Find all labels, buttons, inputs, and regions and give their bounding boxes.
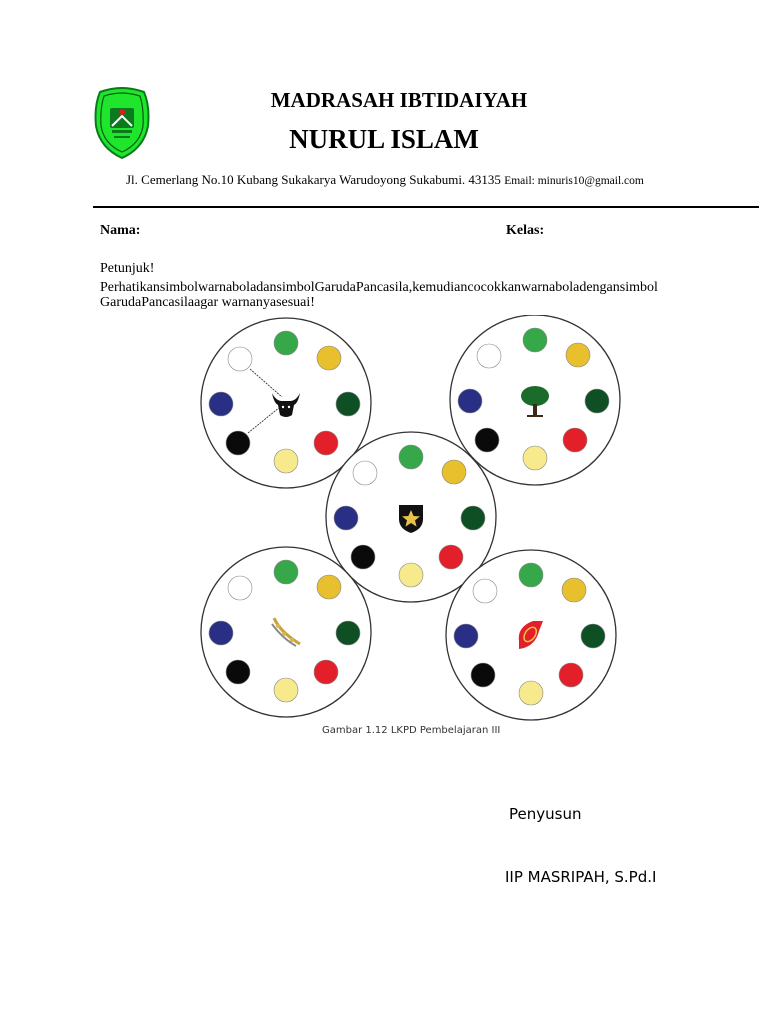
ball-red (439, 545, 463, 569)
ball-yellow (442, 460, 466, 484)
instruction-body: PerhatikansimbolwarnaboladansimbolGarudaPancasila,kemudiancocokkanwarnaboladengansimbol GarudaPancasilaagar warnanyasesuai! (100, 280, 658, 310)
ball-black (475, 428, 499, 452)
ball-green (274, 331, 298, 355)
ball-dark-green (461, 506, 485, 530)
figure-caption: Gambar 1.12 LKPD Pembelajaran III (322, 725, 501, 736)
ball-navy (209, 392, 233, 416)
ball-light-yellow (519, 681, 543, 705)
school-name-heading: NURUL ISLAM (289, 124, 479, 154)
address-text: Jl. Cemerlang No.10 Kubang Sukakarya Warudoyong Sukabumi. 43135 (126, 172, 501, 187)
author-name: IIP MASRIPAH, S.Pd.I (505, 868, 657, 886)
ball-dark-green (336, 392, 360, 416)
school-address (126, 172, 644, 188)
header-divider (93, 206, 759, 208)
ball-dark-green (336, 621, 360, 645)
kelas-label: Kelas: (506, 223, 545, 238)
symbol-circle (446, 550, 616, 720)
ball-green (399, 445, 423, 469)
school-type-heading: MADRASAH IBTIDAIYAH (270, 88, 528, 112)
ball-white (477, 344, 501, 368)
ball-navy (209, 621, 233, 645)
ball-dark-green (585, 389, 609, 413)
email-text: Email: minuris10@gmail.com (504, 175, 644, 187)
ball-black (471, 663, 495, 687)
ball-red (559, 663, 583, 687)
ball-navy (454, 624, 478, 648)
penyusun-label: Penyusun (509, 805, 582, 823)
ball-red (314, 660, 338, 684)
ball-light-yellow (523, 446, 547, 470)
ball-green (523, 328, 547, 352)
ball-yellow (562, 578, 586, 602)
ball-white (228, 347, 252, 371)
nama-label: Nama: (100, 223, 141, 238)
ball-red (314, 431, 338, 455)
ball-dark-green (581, 624, 605, 648)
ball-light-yellow (399, 563, 423, 587)
ball-green (274, 560, 298, 584)
ball-yellow (566, 343, 590, 367)
ball-white (473, 579, 497, 603)
ball-red (563, 428, 587, 452)
ball-yellow (317, 346, 341, 370)
symbol-circle (201, 547, 371, 717)
ball-light-yellow (274, 678, 298, 702)
ball-green (519, 563, 543, 587)
instruction-title: Petunjuk! (100, 261, 155, 276)
ball-navy (334, 506, 358, 530)
ball-black (226, 431, 250, 455)
ball-black (351, 545, 375, 569)
ball-white (228, 576, 252, 600)
ball-yellow (317, 575, 341, 599)
matching-figure (190, 315, 630, 745)
ball-navy (458, 389, 482, 413)
ball-black (226, 660, 250, 684)
symbol-circle (450, 315, 620, 485)
ball-white (353, 461, 377, 485)
ball-light-yellow (274, 449, 298, 473)
